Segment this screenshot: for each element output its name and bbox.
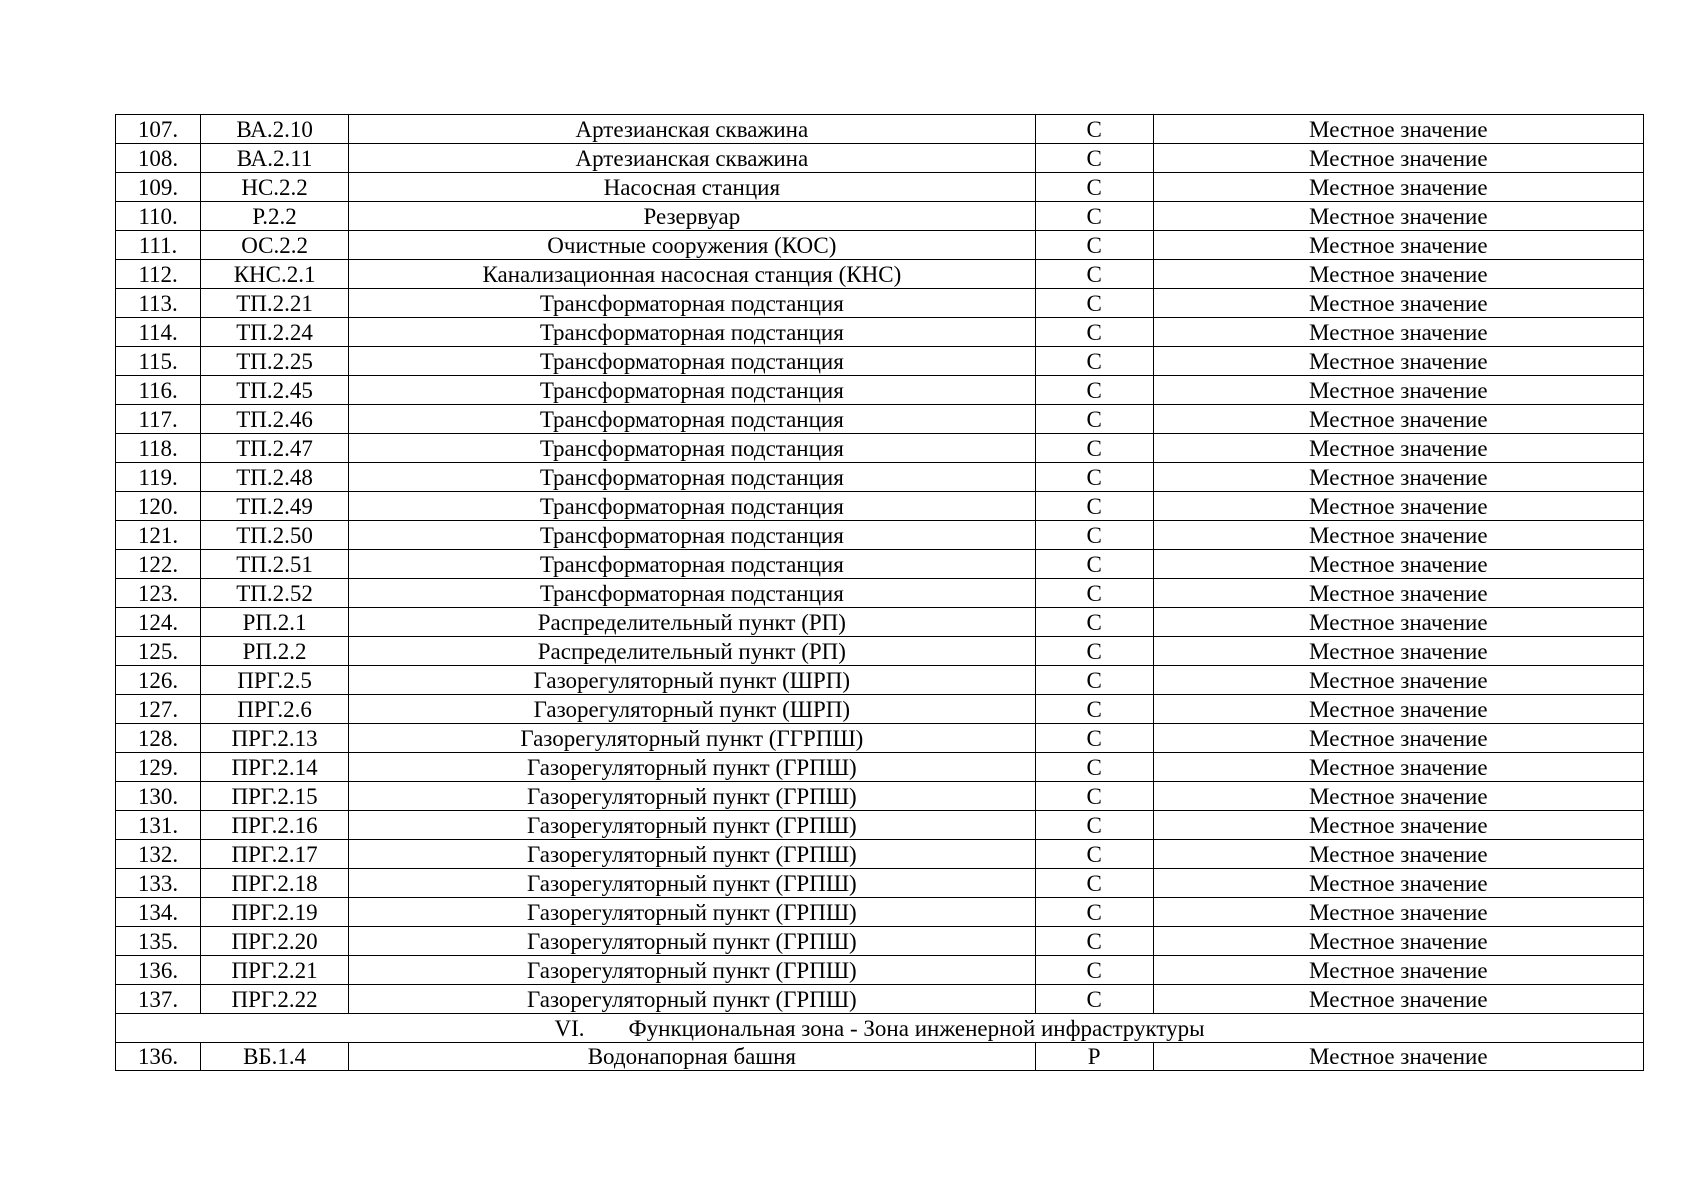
row-significance-cell: Местное значение [1153, 695, 1643, 724]
row-number-cell: 125. [116, 637, 201, 666]
section-row [116, 1014, 1644, 1043]
row-name-cell: Распределительный пункт (РП) [349, 608, 1035, 637]
row-number-cell: 130. [116, 782, 201, 811]
row-name-cell: Трансформаторная подстанция [349, 550, 1035, 579]
row-name-cell: Трансформаторная подстанция [349, 405, 1035, 434]
row-name-cell: Газорегуляторный пункт (ГРПШ) [349, 811, 1035, 840]
row-number-cell: 120. [116, 492, 201, 521]
table-row [116, 666, 1644, 695]
row-number-cell: 124. [116, 608, 201, 637]
row-status-cell: С [1035, 550, 1153, 579]
table-row [116, 637, 1644, 666]
table-row [116, 289, 1644, 318]
row-name-cell: Трансформаторная подстанция [349, 579, 1035, 608]
row-status-cell: С [1035, 463, 1153, 492]
section-title: Функциональная зона - Зона инженерной инфраструктуры [628, 1015, 1205, 1041]
row-significance-cell: Местное значение [1153, 521, 1643, 550]
row-code-cell: ПРГ.2.15 [201, 782, 349, 811]
row-code-cell: ТП.2.21 [201, 289, 349, 318]
row-code-cell: ТП.2.25 [201, 347, 349, 376]
table-row [116, 550, 1644, 579]
row-number-cell: 107. [116, 115, 201, 144]
row-code-cell: ПРГ.2.6 [201, 695, 349, 724]
row-status-cell: С [1035, 231, 1153, 260]
table-row [116, 521, 1644, 550]
row-number-cell: 126. [116, 666, 201, 695]
table-row [116, 898, 1644, 927]
table-row [116, 927, 1644, 956]
row-significance-cell: Местное значение [1153, 898, 1643, 927]
row-number-cell: 108. [116, 144, 201, 173]
row-code-cell: НС.2.2 [201, 173, 349, 202]
row-status-cell: С [1035, 840, 1153, 869]
row-code-cell: ВА.2.11 [201, 144, 349, 173]
row-name-cell: Газорегуляторный пункт (ГРПШ) [349, 898, 1035, 927]
row-number-cell: 129. [116, 753, 201, 782]
table-row [116, 434, 1644, 463]
table-row [116, 608, 1644, 637]
row-code-cell: ПРГ.2.21 [201, 956, 349, 985]
table-row [116, 724, 1644, 753]
row-status-cell: С [1035, 376, 1153, 405]
row-significance-cell: Местное значение [1153, 405, 1643, 434]
row-code-cell: ПРГ.2.19 [201, 898, 349, 927]
row-number-cell: 137. [116, 985, 201, 1014]
row-significance-cell: Местное значение [1153, 869, 1643, 898]
row-significance-cell: Местное значение [1153, 347, 1643, 376]
row-name-cell: Канализационная насосная станция (КНС) [349, 260, 1035, 289]
row-status-cell: С [1035, 985, 1153, 1014]
row-significance-cell: Местное значение [1153, 231, 1643, 260]
row-status-cell: С [1035, 144, 1153, 173]
row-code-cell: ОС.2.2 [201, 231, 349, 260]
row-significance-cell: Местное значение [1153, 434, 1643, 463]
row-code-cell: ТП.2.47 [201, 434, 349, 463]
table-row [116, 115, 1644, 144]
row-significance-cell: Местное значение [1153, 637, 1643, 666]
table-row [116, 318, 1644, 347]
row-status-cell: С [1035, 202, 1153, 231]
row-code-cell: ПРГ.2.17 [201, 840, 349, 869]
row-status-cell: С [1035, 637, 1153, 666]
row-number-cell: 122. [116, 550, 201, 579]
row-name-cell: Артезианская скважина [349, 144, 1035, 173]
row-status-cell: С [1035, 579, 1153, 608]
row-significance-cell: Местное значение [1153, 260, 1643, 289]
row-number-cell: 131. [116, 811, 201, 840]
row-status-cell: С [1035, 869, 1153, 898]
row-name-cell: Очистные сооружения (КОС) [349, 231, 1035, 260]
row-significance-cell: Местное значение [1153, 753, 1643, 782]
row-name-cell: Газорегуляторный пункт (ГРПШ) [349, 753, 1035, 782]
row-code-cell: ПРГ.2.5 [201, 666, 349, 695]
table-row [116, 231, 1644, 260]
row-name-cell: Газорегуляторный пункт (ГРПШ) [349, 927, 1035, 956]
row-number-cell: 112. [116, 260, 201, 289]
row-number-cell: 110. [116, 202, 201, 231]
row-significance-cell: Местное значение [1153, 115, 1643, 144]
row-significance-cell: Местное значение [1153, 579, 1643, 608]
row-number-cell: 133. [116, 869, 201, 898]
row-significance-cell: Местное значение [1153, 376, 1643, 405]
row-name-cell: Насосная станция [349, 173, 1035, 202]
row-name-cell: Трансформаторная подстанция [349, 434, 1035, 463]
table-row [116, 202, 1644, 231]
table-row [116, 376, 1644, 405]
row-name-cell: Трансформаторная подстанция [349, 289, 1035, 318]
row-code-cell: ВБ.1.4 [201, 1043, 349, 1071]
row-code-cell: ПРГ.2.22 [201, 985, 349, 1014]
row-number-cell: 113. [116, 289, 201, 318]
row-status-cell: С [1035, 492, 1153, 521]
row-code-cell: ПРГ.2.18 [201, 869, 349, 898]
row-name-cell: Трансформаторная подстанция [349, 376, 1035, 405]
row-name-cell: Газорегуляторный пункт (ГРПШ) [349, 956, 1035, 985]
table-row [116, 405, 1644, 434]
row-number-cell: 115. [116, 347, 201, 376]
row-number-cell: 114. [116, 318, 201, 347]
row-significance-cell: Местное значение [1153, 811, 1643, 840]
row-name-cell: Резервуар [349, 202, 1035, 231]
table-row [116, 840, 1644, 869]
row-name-cell: Газорегуляторный пункт (ГРПШ) [349, 782, 1035, 811]
row-code-cell: РП.2.2 [201, 637, 349, 666]
row-number-cell: 111. [116, 231, 201, 260]
row-status-cell: С [1035, 434, 1153, 463]
row-status-cell: С [1035, 608, 1153, 637]
row-significance-cell: Местное значение [1153, 173, 1643, 202]
row-number-cell: 128. [116, 724, 201, 753]
row-status-cell: С [1035, 898, 1153, 927]
row-status-cell: С [1035, 695, 1153, 724]
table-row [116, 173, 1644, 202]
row-number-cell: 123. [116, 579, 201, 608]
row-status-cell: С [1035, 115, 1153, 144]
row-code-cell: ТП.2.50 [201, 521, 349, 550]
row-status-cell: С [1035, 318, 1153, 347]
row-name-cell: Трансформаторная подстанция [349, 492, 1035, 521]
row-status-cell: С [1035, 260, 1153, 289]
row-code-cell: ПРГ.2.20 [201, 927, 349, 956]
row-number-cell: 109. [116, 173, 201, 202]
row-status-cell: С [1035, 347, 1153, 376]
row-code-cell: Р.2.2 [201, 202, 349, 231]
row-status-cell: С [1035, 173, 1153, 202]
row-code-cell: ПРГ.2.13 [201, 724, 349, 753]
row-name-cell: Водонапорная башня [349, 1043, 1035, 1071]
row-name-cell: Газорегуляторный пункт (ШРП) [349, 695, 1035, 724]
row-status-cell: С [1035, 521, 1153, 550]
row-code-cell: ТП.2.24 [201, 318, 349, 347]
table-body [116, 115, 1644, 1071]
table-row [116, 695, 1644, 724]
table-row [116, 492, 1644, 521]
row-number-cell: 117. [116, 405, 201, 434]
row-name-cell: Газорегуляторный пункт (ШРП) [349, 666, 1035, 695]
row-number-cell: 127. [116, 695, 201, 724]
table-row [116, 782, 1644, 811]
row-code-cell: ТП.2.46 [201, 405, 349, 434]
row-number-cell: 116. [116, 376, 201, 405]
row-status-cell: С [1035, 405, 1153, 434]
row-code-cell: ТП.2.48 [201, 463, 349, 492]
row-status-cell: С [1035, 753, 1153, 782]
row-significance-cell: Местное значение [1153, 289, 1643, 318]
table-row [116, 1043, 1644, 1071]
row-number-cell: 132. [116, 840, 201, 869]
row-significance-cell: Местное значение [1153, 144, 1643, 173]
row-number-cell: 119. [116, 463, 201, 492]
row-code-cell: ТП.2.51 [201, 550, 349, 579]
row-status-cell: С [1035, 666, 1153, 695]
table-row [116, 144, 1644, 173]
row-name-cell: Трансформаторная подстанция [349, 463, 1035, 492]
table-row [116, 753, 1644, 782]
row-status-cell: Р [1035, 1043, 1153, 1071]
table-row [116, 869, 1644, 898]
row-status-cell: С [1035, 956, 1153, 985]
row-code-cell: ВА.2.10 [201, 115, 349, 144]
row-code-cell: ТП.2.52 [201, 579, 349, 608]
row-number-cell: 134. [116, 898, 201, 927]
row-significance-cell: Местное значение [1153, 666, 1643, 695]
row-number-cell: 136. [116, 1043, 201, 1071]
row-code-cell: ПРГ.2.14 [201, 753, 349, 782]
table-row [116, 347, 1644, 376]
row-name-cell: Газорегуляторный пункт (ГГРПШ) [349, 724, 1035, 753]
row-number-cell: 135. [116, 927, 201, 956]
table-row [116, 463, 1644, 492]
row-code-cell: ТП.2.49 [201, 492, 349, 521]
row-code-cell: ТП.2.45 [201, 376, 349, 405]
row-code-cell: КНС.2.1 [201, 260, 349, 289]
row-status-cell: С [1035, 724, 1153, 753]
section-number: VI. [554, 1015, 585, 1041]
row-name-cell: Артезианская скважина [349, 115, 1035, 144]
table-row [116, 811, 1644, 840]
row-name-cell: Трансформаторная подстанция [349, 347, 1035, 376]
table-row [116, 579, 1644, 608]
row-name-cell: Трансформаторная подстанция [349, 318, 1035, 347]
row-significance-cell: Местное значение [1153, 840, 1643, 869]
row-status-cell: С [1035, 289, 1153, 318]
row-name-cell: Газорегуляторный пункт (ГРПШ) [349, 840, 1035, 869]
row-name-cell: Трансформаторная подстанция [349, 521, 1035, 550]
row-status-cell: С [1035, 782, 1153, 811]
section-cell [116, 1014, 1644, 1043]
row-significance-cell: Местное значение [1153, 318, 1643, 347]
row-significance-cell: Местное значение [1153, 927, 1643, 956]
table-row [116, 956, 1644, 985]
table-row [116, 985, 1644, 1014]
row-code-cell: ПРГ.2.16 [201, 811, 349, 840]
row-significance-cell: Местное значение [1153, 550, 1643, 579]
row-significance-cell: Местное значение [1153, 985, 1643, 1014]
row-name-cell: Газорегуляторный пункт (ГРПШ) [349, 869, 1035, 898]
row-code-cell: РП.2.1 [201, 608, 349, 637]
row-name-cell: Газорегуляторный пункт (ГРПШ) [349, 985, 1035, 1014]
row-number-cell: 136. [116, 956, 201, 985]
row-significance-cell: Местное значение [1153, 202, 1643, 231]
table-row [116, 260, 1644, 289]
row-status-cell: С [1035, 811, 1153, 840]
row-number-cell: 118. [116, 434, 201, 463]
row-status-cell: С [1035, 927, 1153, 956]
row-significance-cell: Местное значение [1153, 956, 1643, 985]
row-significance-cell: Местное значение [1153, 492, 1643, 521]
objects-table [115, 114, 1644, 1071]
row-significance-cell: Местное значение [1153, 608, 1643, 637]
row-significance-cell: Местное значение [1153, 463, 1643, 492]
row-significance-cell: Местное значение [1153, 724, 1643, 753]
row-significance-cell: Местное значение [1153, 1043, 1643, 1071]
row-name-cell: Распределительный пункт (РП) [349, 637, 1035, 666]
row-number-cell: 121. [116, 521, 201, 550]
row-significance-cell: Местное значение [1153, 782, 1643, 811]
